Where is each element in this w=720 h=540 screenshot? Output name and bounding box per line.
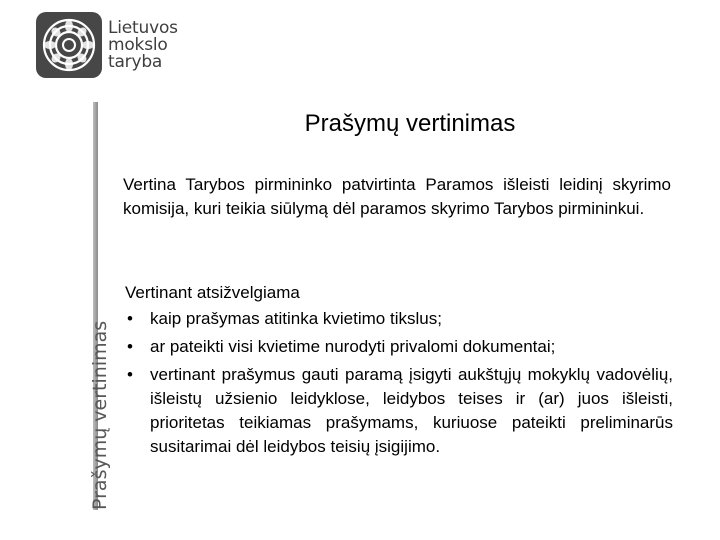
list-item-text: vertinant prašymus gauti paramą įsigyti aukštųjų mokyklų vadovėlių, išleistų užsienio leidyklose, leidybos teises ir (ar) juos išleisti, prioritetas teikiamas prašymams, kuriuose pateikti preliminarūs susitarimai dėl leidybos teisių įsigijimo. xyxy=(150,365,673,456)
logo-line: Lietuvos xyxy=(108,18,178,38)
logo-emblem-icon xyxy=(36,12,102,78)
logo-wordmark xyxy=(108,20,178,71)
list-item-text: ar pateikti visi kvietime nurodyti privalomi dokumentai; xyxy=(150,337,556,356)
bullet-icon: • xyxy=(127,337,133,356)
logo-line: taryba xyxy=(108,52,163,72)
council-logo xyxy=(36,12,176,76)
bullet-icon: • xyxy=(127,309,133,328)
bullet-icon: • xyxy=(127,365,133,384)
list-item-text: kaip prašymas atitinka kvietimo tikslus; xyxy=(150,309,442,328)
list-item xyxy=(123,335,673,359)
criteria-heading: Vertinant atsižvelgiama xyxy=(125,283,300,302)
list-item xyxy=(123,363,673,459)
list-item xyxy=(123,307,673,331)
criteria-list xyxy=(123,307,673,463)
intro-paragraph: Vertina Tarybos pirmininko patvirtinta Paramos išleisti leidinį skyrimo komisija, kuri teikia siūlymą dėl paramos skyrimo Tarybos pirmininkui. xyxy=(123,175,671,218)
logo-line: mokslo xyxy=(108,35,168,55)
side-section-label: Prašymų vertinimas xyxy=(89,320,111,510)
slide-title: Prašymų vertinimas xyxy=(304,110,516,137)
